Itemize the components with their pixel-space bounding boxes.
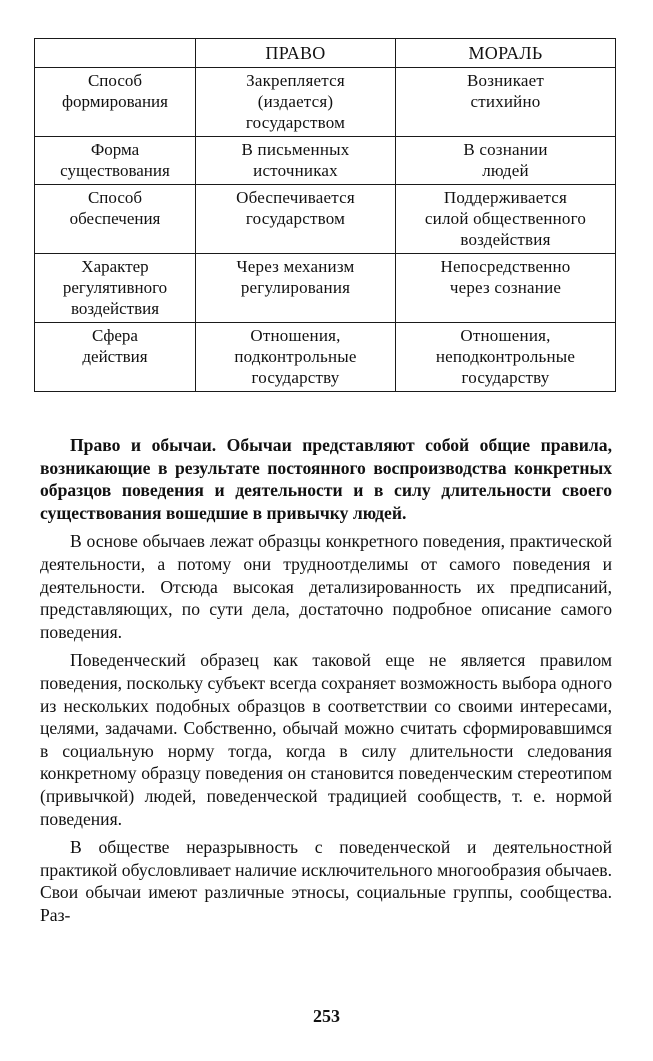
header-morality: МОРАЛЬ xyxy=(396,39,616,68)
paragraph: В обществе неразрывность с поведенческой и деятельностной практикой обусловливает наличие исключительного многообразия обычаев. Свои обычаи имеют различные этносы, социальные группы, сообщества. Раз- xyxy=(40,837,612,925)
row-law: В письменных источниках xyxy=(241,140,350,180)
row-moral: Поддерживается силой общественного воздействия xyxy=(424,188,587,249)
row-law-cell xyxy=(196,323,396,392)
table-row xyxy=(35,323,616,392)
paragraph-lead xyxy=(40,434,612,524)
row-moral: В сознании людей xyxy=(463,140,548,180)
row-aspect-cell xyxy=(35,254,196,323)
row-aspect-cell xyxy=(35,323,196,392)
row-law: Закрепляется (издается) государством xyxy=(245,71,346,132)
row-moral: Непосредственно через сознание xyxy=(440,257,571,297)
row-moral: Отношения, неподконтрольные государству xyxy=(435,326,576,387)
body-text xyxy=(40,434,612,926)
row-moral-cell xyxy=(396,254,616,323)
row-moral-cell xyxy=(396,185,616,254)
header-law: ПРАВО xyxy=(196,39,396,68)
row-aspect: Характер регулятивного воздействия xyxy=(62,257,168,318)
row-law-cell xyxy=(196,137,396,185)
row-moral-cell xyxy=(396,323,616,392)
row-aspect: Сфера действия xyxy=(82,326,148,366)
table-row xyxy=(35,68,616,137)
table-row xyxy=(35,254,616,323)
paragraph: Поведенческий образец как таковой еще не является правилом поведения, поскольку субъект всегда сохраняет возможность выбора одного из нескольких подобных образцов в соответствии со своими интересами, целями, задачами. Собственно, обычай можно считать сформировавшимся в социальную норму тогда, когда в силу длительности следования конкретному образцу поведения он становится поведенческим стереотипом (привычкой) людей, поведенческой традицией сообществ, т. е. нормой поведения. xyxy=(40,650,612,829)
table-header-row xyxy=(35,39,616,68)
row-law-cell xyxy=(196,68,396,137)
table-row xyxy=(35,185,616,254)
row-law-cell xyxy=(196,254,396,323)
row-moral-cell xyxy=(396,68,616,137)
row-aspect: Способ формирования xyxy=(62,71,168,111)
table-row xyxy=(35,137,616,185)
row-law: Отношения, подконтрольные государству xyxy=(234,326,357,387)
row-moral-cell xyxy=(396,137,616,185)
law-vs-morality-table xyxy=(34,38,616,392)
row-law: Обеспечивается государством xyxy=(236,188,355,228)
row-aspect-cell xyxy=(35,137,196,185)
lead-body: Обычаи представляют собой общие правила, возникающие в результате постоянного воспроизводства конкретных образцов поведения и деятельности и в силу длительности своего существования вошедшие в привычку людей. xyxy=(40,435,612,523)
header-aspect xyxy=(35,39,196,68)
page-number: 253 xyxy=(313,1006,340,1026)
paragraph: В основе обычаев лежат образцы конкретного поведения, практической деятельности, а потому они трудноотделимы от самого поведения и деятельности. Отсюда высокая детализированность их предписаний, представляющих, по сути дела, достаточно подробное описание самого поведения. xyxy=(40,531,612,642)
row-law: Через механизм регулирования xyxy=(236,257,355,297)
section-title: Право и обычаи. xyxy=(70,435,217,455)
row-aspect: Способ обеспечения xyxy=(69,188,161,228)
row-aspect-cell xyxy=(35,185,196,254)
row-moral: Возникает стихийно xyxy=(466,71,545,111)
row-aspect: Форма существования xyxy=(60,140,170,180)
row-law-cell xyxy=(196,185,396,254)
row-aspect-cell xyxy=(35,68,196,137)
